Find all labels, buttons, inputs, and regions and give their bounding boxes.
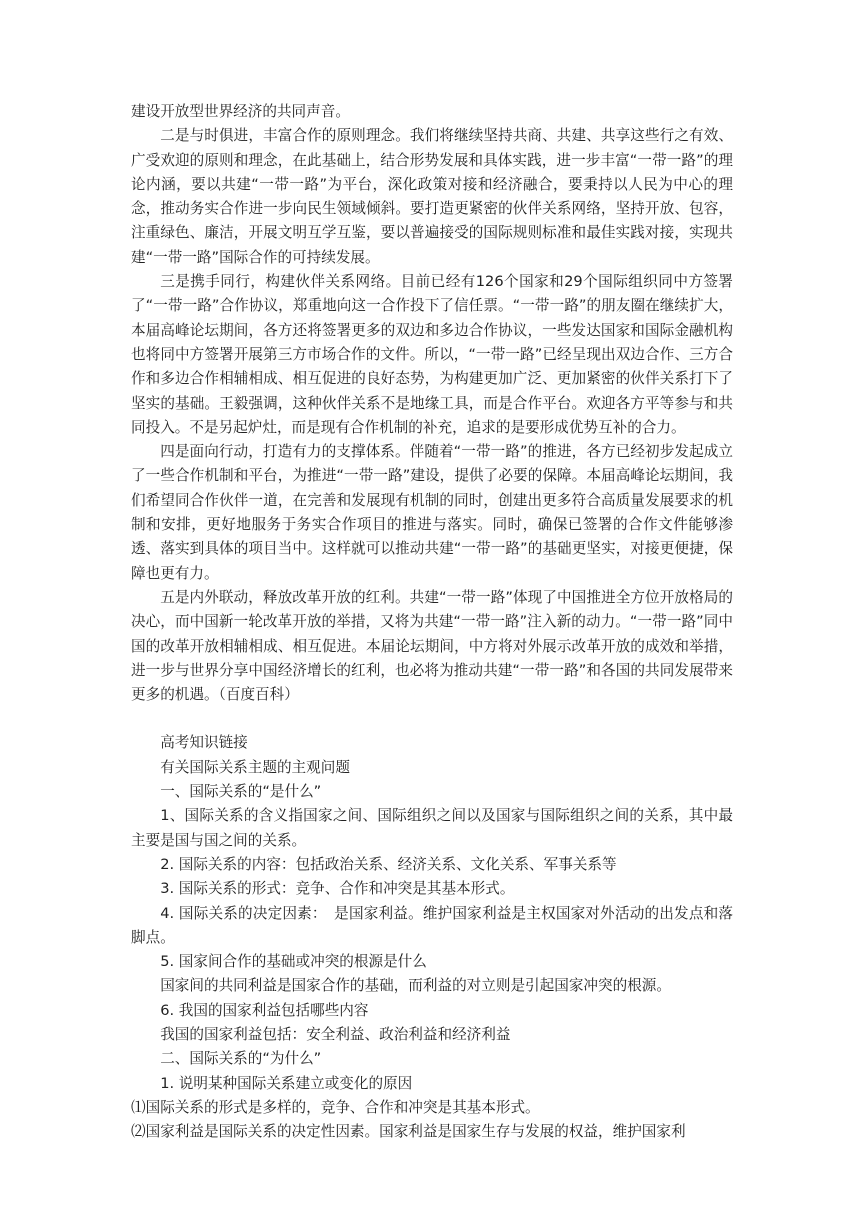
paragraph-point-two: 二是与时俱进，丰富合作的原则理念。我们将继续坚持共商、共建、共享这些行之有效、广受欢迎的原则和理念，在此基础上，结合形势发展和具体实践，进一步丰富“一带一路”的理论内涵，要以共建“一带一路”为平台，深化政策对接和经济融合，要秉持以人民为中心的理念，推动务实合作进一步向民生领域倾斜。要打造更紧密的伙伴关系网络，坚持开放、包容，注重绿色、廉洁，开展文明互学互鉴，要以普遍接受的国际规则标准和最佳实践对接，实现共建“一带一路”国际合作的可持续发展。	[131, 127, 733, 266]
document-body	[131, 100, 733, 1144]
part-two-heading: 二、国际关系的“为什么”	[160, 1050, 322, 1068]
list-item-4: 4. 国际关系的决定因素： 是国家利益。维护国家利益是主权国家对外活动的出发点和落脚点。	[131, 904, 733, 946]
section-spacer	[131, 707, 733, 731]
paragraph-point-five: 五是内外联动，释放改革开放的红利。共建“一带一路”体现了中国推进全方位开放格局的决心，而中国新一轮改革开放的举措，又将为共建“一带一路”注入新的动力。“一带一路”同中国的改革开放相辅相成、相互促进。本届论坛期间，中方将对外展示改革开放的成效和举措，进一步与世界分享中国经济增长的红利，也必将为推动共建“一带一路”和各国的共同发展带来更多的机遇。（百度百科）	[131, 588, 733, 704]
list-item-5-answer: 国家间的共同利益是国家合作的基础，而利益的对立则是引起国家冲突的根源。	[160, 977, 671, 995]
list-item-6-answer: 我国的国家利益包括：安全利益、政治利益和经济利益	[160, 1025, 511, 1043]
list-item-5: 5. 国家间合作的基础或冲突的根源是什么	[160, 953, 427, 971]
part-two-item-1: 1. 说明某种国际关系建立或变化的原因	[160, 1074, 413, 1092]
list-item-1: 1、国际关系的含义指国家之间、国际组织之间以及国家与国际组织之间的关系，其中最主要是国与国之间的关系。	[131, 807, 733, 849]
part-one-heading: 一、国际关系的“是什么”	[160, 783, 322, 801]
list-item-6: 6. 我国的国家利益包括哪些内容	[160, 1001, 369, 1019]
paragraph-continuation: 建设开放型世界经济的共同声音。	[131, 103, 350, 120]
paragraph-point-four: 四是面向行动，打造有力的支撑体系。伴随着“一带一路”的推进，各方已经初步发起成立了一些合作机制和平台，为推进“一带一路”建设，提供了必要的保障。本届高峰论坛期间，我们希望同合作伙伴一道，在完善和发展现有机制的同时，创建出更多符合高质量发展要求的机制和安排，更好地服务于务实合作项目的推进与落实。同时，确保已签署的合作文件能够渗透、落实到具体的项目当中。这样就可以推动共建“一带一路”的基础更坚实，对接更便捷，保障也更有力。	[131, 443, 733, 582]
sub-heading: 有关国际关系主题的主观问题	[160, 758, 350, 776]
paragraph-point-three: 三是携手同行，构建伙伴关系网络。目前已经有126个国家和29个国际组织同中方签署了“一带一路”合作协议，郑重地向这一合作投下了信任票。“一带一路”的朋友圈在继续扩大，本届高峰论坛期间，各方还将签署更多的双边和多边合作协议，一些发达国家和国际金融机构也将同中方签署开展第三方市场合作的文件。所以，“一带一路”已经呈现出双边合作、三方合作和多边合作相辅相成、相互促进的良好态势，为构建更加广泛、更加紧密的伙伴关系打下了坚实的基础。王毅强调，这种伙伴关系不是地缘工具，而是合作平台。欢迎各方平等参与和共同投入。不是另起炉灶，而是现有合作机制的补充，追求的是要形成优势互补的合力。	[131, 273, 733, 436]
part-two-point-2: ⑵国家利益是国际关系的决定性因素。国家利益是国家生存与发展的权益，维护国家利	[131, 1123, 686, 1141]
part-two-point-1: ⑴国际关系的形式是多样的，竞争、合作和冲突是其基本形式。	[131, 1098, 540, 1116]
list-item-3: 3. 国际关系的形式：竞争、合作和冲突是其基本形式。	[160, 880, 515, 898]
section-heading: 高考知识链接	[160, 734, 248, 752]
list-item-2: 2. 国际关系的内容：包括政治关系、经济关系、文化关系、军事关系等	[160, 855, 617, 873]
